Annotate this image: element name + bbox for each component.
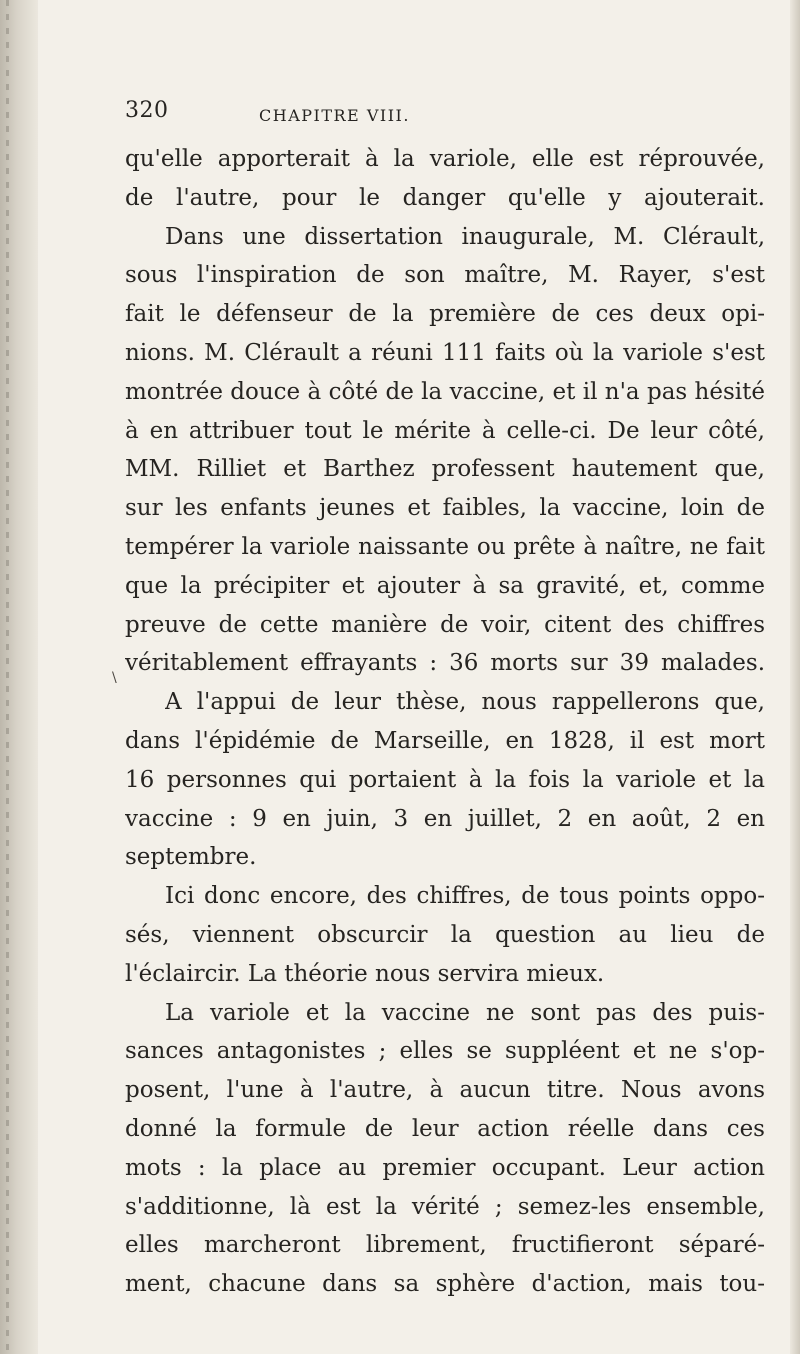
- text-line: 16 personnes qui portaient à la fois la variole et la: [125, 766, 765, 793]
- text-line: MM. Rilliet et Barthez professent hautement que,: [125, 456, 765, 483]
- text-line: ment, chacune dans sa sphère d'action, mais tou-: [125, 1271, 765, 1298]
- text-line: sés, viennent obscurcir la question au lieu de: [125, 921, 765, 948]
- text-line: Dans une dissertation inaugurale, M. Clérault,: [165, 223, 765, 250]
- text-line: A l'appui de leur thèse, nous rappellerons que,: [165, 689, 765, 716]
- text-line: dans l'épidémie de Marseille, en 1828, il est mort: [125, 727, 765, 754]
- text-line: de l'autre, pour le danger qu'elle y ajouterait.: [125, 184, 765, 211]
- text-line: nions. M. Clérault a réuni 111 faits où la variole s'est: [125, 339, 765, 366]
- text-line: l'éclaircir. La théorie nous servira mieux.: [125, 960, 605, 987]
- text-line: vaccine : 9 en juin, 3 en juillet, 2 en août, 2 en: [125, 805, 765, 832]
- text-line: à en attribuer tout le mérite à celle-ci. De leur côté,: [125, 417, 765, 444]
- margin-mark: \: [112, 670, 117, 686]
- text-line: sous l'inspiration de son maître, M. Rayer, s'est: [125, 262, 765, 289]
- running-head: [125, 98, 765, 136]
- text-line: mots : la place au premier occupant. Leur action: [125, 1154, 765, 1181]
- text-line: véritablement effrayants : 36 morts sur 39 malades.: [125, 650, 765, 677]
- text-line: La variole et la vaccine ne sont pas des puis-: [165, 999, 765, 1026]
- page-binding-edge: [0, 0, 38, 1354]
- text-line: tempérer la variole naissante ou prête à naître, ne fait: [125, 533, 765, 560]
- text-line: que la précipiter et ajouter à sa gravité, et, comme: [125, 572, 765, 599]
- text-line: preuve de cette manière de voir, citent des chiffres: [125, 611, 765, 638]
- text-line: s'additionne, là est la vérité ; semez-les ensemble,: [125, 1193, 765, 1220]
- text-line: donné la formule de leur action réelle dans ces: [125, 1115, 765, 1142]
- text-line: sances antagonistes ; elles se suppléent et ne s'op-: [125, 1038, 765, 1065]
- text-line: Ici donc encore, des chiffres, de tous points oppo-: [165, 883, 765, 910]
- text-line: montrée douce à côté de la vaccine, et il n'a pas hésité: [125, 378, 765, 405]
- page-right-edge: [790, 0, 800, 1354]
- page-number: 320: [125, 98, 169, 123]
- text-line: elles marcheront librement, fructifieront séparé-: [125, 1232, 765, 1259]
- text-line: fait le défenseur de la première de ces deux opi-: [125, 301, 765, 328]
- body-text: [125, 140, 765, 1304]
- text-line: qu'elle apporterait à la variole, elle est réprouvée,: [125, 146, 765, 172]
- text-line: septembre.: [125, 844, 257, 871]
- chapter-title: CHAPITRE VIII.: [259, 106, 410, 125]
- text-line: posent, l'une à l'autre, à aucun titre. Nous avons: [125, 1077, 765, 1104]
- text-line: sur les enfants jeunes et faibles, la vaccine, loin de: [125, 495, 765, 522]
